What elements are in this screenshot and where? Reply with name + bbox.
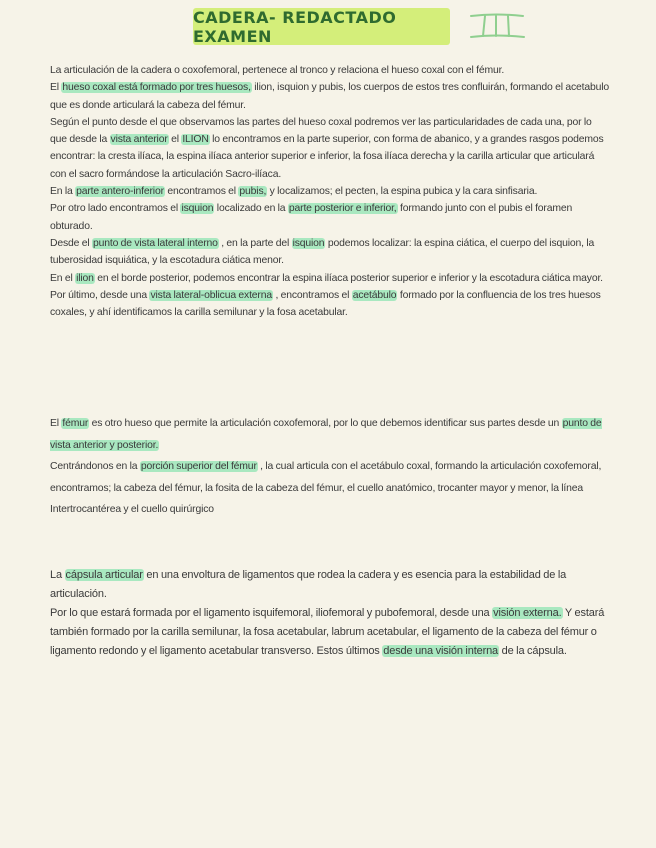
text-run: podemos localizar: la espina ciática, el cuerpo del isquion, la tuberosidad isquiática, y la escotadura ciática menor. [50,237,595,267]
paragraph [50,114,610,183]
highlighted-text: parte posterior e inferior, [288,203,397,215]
text-run: Según el punto desde el que observamos las partes del hueso coxal podremos ver las particularidades de cada una, por lo que desde la [50,116,592,146]
paragraph [50,183,610,200]
text-run: La [50,569,65,581]
text-run: Por último, desde una [50,289,150,301]
highlighted-text: vista anterior [110,134,168,146]
page-title: CADERA- REDACTADO EXAMEN [193,7,397,46]
text-run: el [168,134,182,146]
text-run: , la cual articula con el acetábulo coxal, formando la articulación coxofemoral, encontramos; la cabeza del fémur, la fosita de la cabeza del fémur, el cuello anatómico, trocanter mayor y menor, la línea Intertrocantérea y el cuello quirúrgico [50,461,602,515]
text-run: lo encontramos en la parte superior, con forma de abanico, y a grandes rasgos podemos encontrar: la cresta ilíaca, la espina ilíaca anterior superior e inferior, la fosa ilíaca derecha y la carilla articular que articulará con el sacro formándose la articulación Sacro-ilíaca. [50,134,604,180]
highlighted-text: cápsula articular [65,569,143,581]
paragraph [50,270,610,287]
text-run: , encontramos el [273,289,352,301]
highlighted-text: vista lateral-oblicua externa [150,289,273,301]
highlighted-text: isquion [181,203,214,215]
highlighted-text: visión externa. [493,607,562,619]
text-run: Centrándonos en la [50,461,140,472]
highlighted-text: parte antero-inferior [76,186,164,198]
highlighted-text: ilion [76,272,94,284]
hueso-coxal-section [50,62,610,321]
text-run: , en la parte del [218,237,292,249]
paragraph [50,413,610,456]
highlighted-text: porción superior del fémur [140,461,257,472]
highlighted-text: pubis, [239,186,267,198]
text-run: El [50,418,62,429]
paragraph [50,62,610,79]
text-run: La articulación de la cadera o coxofemoral, pertenece al tronco y relaciona el hueso coxal con el fémur. [50,65,505,76]
title-banner [193,8,450,45]
text-run: Por otro lado encontramos el [50,203,181,215]
highlighted-text: fémur [62,418,89,429]
text-run: Desde el [50,237,92,249]
highlighted-text: ILION [182,134,209,146]
text-run: en una envoltura de ligamentos que rodea la cadera y es esencia para la estabilidad de la articulación. [50,569,567,600]
text-run: encontramos el [164,186,239,198]
highlighted-text: punto de vista lateral interno [92,237,218,249]
text-run: y localizamos; el pecten, la espina pubica y la cara sinfisaria. [267,186,538,198]
highlighted-text: punto de vista anterior y posterior. [50,418,602,451]
text-run: de la cápsula. [499,645,567,657]
text-run: formando junto con el pubis el foramen obturado. [50,203,573,232]
text-run: Y estará también formado por la carilla semilunar, la fosa acetabular, labrum acetabular, el ligamento de la cabeza del fémur o ligamento redondo y el ligamento acetabular transverso. Estos últimos [50,607,605,657]
text-run: En el [50,272,76,284]
highlighted-text: isquion [292,237,325,249]
text-run: localizado en la [214,203,288,215]
capsula-section [50,566,610,661]
text-run: formado por la confluencia de los tres huesos coxales, y ahí identificamos la carilla semilunar y la fosa acetabular. [50,289,601,319]
paragraph [50,287,610,322]
highlighted-text: acetábulo [352,289,397,301]
paragraph [50,456,610,521]
text-run: Por lo que estará formada por el ligamento isquifemoral, iliofemoral y pubofemoral, desde una [50,607,493,619]
highlighted-text: desde una visión interna [383,645,499,657]
paragraph [50,200,610,235]
paragraph [50,79,610,114]
paragraph [50,604,610,661]
text-run: ilion, isquion y pubis, los cuerpos de estos tres confluirán, formando el acetabulo que es donde articulará la cabeza del fémur. [50,82,610,111]
text-run: en el borde posterior, podemos encontrar la espina ilíaca posterior superior e inferior y la escotadura ciática mayor. [94,272,603,284]
text-run: En la [50,186,76,198]
femur-section [50,413,610,521]
highlighted-text: hueso coxal está formado por tres huesos, [62,82,251,94]
text-run: El [50,82,62,94]
paragraph [50,566,610,604]
roman-three-doodle-icon [468,10,528,42]
paragraph [50,235,610,270]
text-run: es otro hueso que permite la articulación coxofemoral, por lo que debemos identificar sus partes desde un [89,418,562,429]
